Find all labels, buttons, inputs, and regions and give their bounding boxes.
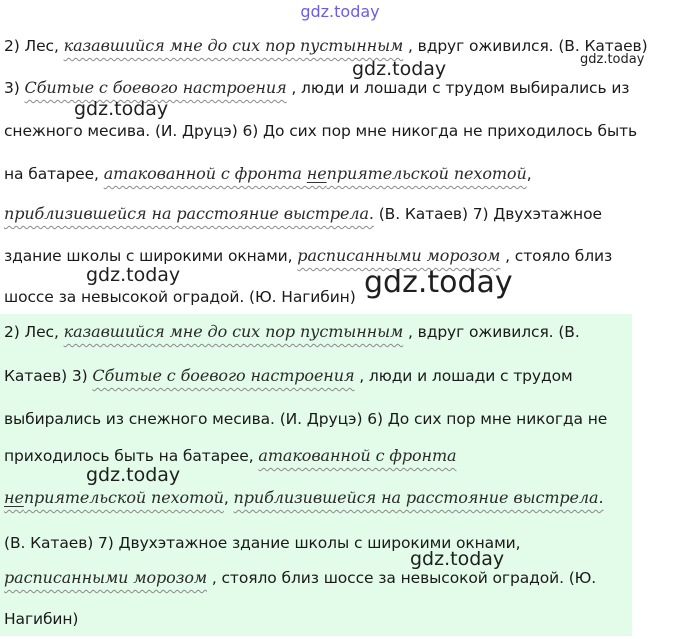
- plain-text: здание школы с широкими окнами,: [4, 247, 298, 265]
- plain-text: Катаев) 3): [4, 367, 93, 385]
- text-line: [4, 322, 580, 341]
- plain-text: выбирались из снежного месива. (И. Друцэ) 6) До сих пор мне никогда не: [4, 410, 608, 428]
- text-line: [4, 122, 637, 140]
- underlined-prefix: не: [4, 488, 24, 507]
- plain-text: , вдруг оживился. (В. Катаев): [403, 37, 648, 55]
- text-line: [4, 164, 532, 183]
- text-line: [4, 246, 612, 265]
- text-line: [4, 204, 602, 223]
- text-line: [4, 288, 356, 306]
- plain-text: , стояло близ шоссе за невысокой оградой. (Ю.: [207, 569, 597, 587]
- plain-text: 2) Лес,: [4, 323, 64, 341]
- text-line: [4, 410, 607, 428]
- plain-text: 3): [4, 79, 25, 97]
- text-line: [4, 78, 629, 97]
- watermark: gdz.today: [352, 58, 447, 80]
- participle-phrase: приблизившейся на расстояние выстрела.: [4, 204, 374, 223]
- plain-text: на батарее,: [4, 165, 104, 183]
- participle-phrase: Сбитые с боевого настроения: [24, 78, 287, 97]
- participle-phrase: атакованной с фронта: [103, 164, 307, 183]
- text-line: [4, 568, 596, 587]
- plain-text: , стояло близ: [500, 247, 613, 265]
- watermark: gdz.today: [410, 548, 505, 570]
- watermark: gdz.today: [580, 52, 645, 67]
- participle-phrase: расписанными морозом: [4, 568, 208, 587]
- plain-text: ,: [223, 489, 234, 507]
- plain-text: Нагибин): [4, 610, 79, 628]
- participle-phrase: приблизившейся на расстояние выстрела.: [233, 488, 604, 507]
- plain-text: , люди и лошади с трудом выбирались из: [286, 79, 630, 97]
- participle-phrase: казавшийся мне до сих пор пустынным: [63, 322, 404, 341]
- plain-text: , вдруг оживился. (В.: [403, 323, 580, 341]
- site-logo: gdz.today: [300, 2, 380, 21]
- plain-text: (В. Катаев) 7) Двухэтажное: [373, 205, 602, 223]
- plain-text: приходилось быть на батарее,: [4, 447, 259, 465]
- watermark: gdz.today: [74, 98, 169, 120]
- text-line: [4, 366, 573, 385]
- participle-phrase: атакованной с фронта: [258, 446, 457, 465]
- participle-phrase: приятельской пехотой: [23, 488, 224, 507]
- watermark: gdz.today: [364, 265, 513, 300]
- text-line: [4, 610, 78, 628]
- plain-text: 2) Лес,: [4, 37, 64, 55]
- plain-text: , люди и лошади с трудом: [354, 367, 573, 385]
- underlined-prefix: не: [306, 164, 327, 183]
- plain-text: снежного месива. (И. Друцэ) 6) До сих пор мне никогда не приходилось быть: [4, 122, 638, 140]
- text-line: [4, 488, 603, 507]
- plain-text: ,: [526, 165, 532, 183]
- participle-phrase: казавшийся мне до сих пор пустынным: [63, 36, 404, 55]
- participle-phrase: Сбитые с боевого настроения: [92, 366, 355, 385]
- participle-phrase: приятельской пехотой: [326, 164, 527, 183]
- watermark: gdz.today: [86, 264, 181, 286]
- plain-text: шоссе за невысокой оградой. (Ю. Нагибин): [4, 288, 356, 306]
- text-line: [4, 36, 648, 55]
- text-line: [4, 446, 456, 465]
- watermark: gdz.today: [86, 464, 181, 486]
- plain-text: (В. Катаев) 7) Двухэтажное здание школы с широкими окнами,: [4, 534, 521, 552]
- participle-phrase: расписанными морозом: [297, 246, 501, 265]
